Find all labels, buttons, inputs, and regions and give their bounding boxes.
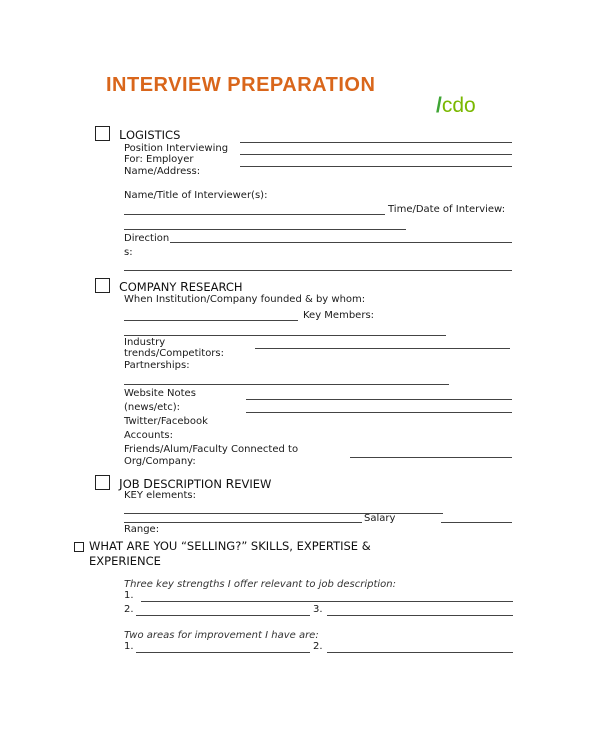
friends-line[interactable] bbox=[350, 457, 512, 458]
strength-line-1[interactable] bbox=[141, 601, 513, 602]
strength-number-1: 1. bbox=[124, 590, 134, 601]
key-elements-label: KEY elements: bbox=[124, 490, 196, 501]
trends-label: trends/Competitors: bbox=[124, 348, 224, 359]
selling-heading-line1: WHAT ARE YOU “SELLING?” SKILLS, EXPERTISE & bbox=[89, 539, 371, 553]
strengths-prompt: Three key strengths I offer relevant to job description: bbox=[124, 579, 397, 590]
salary-line[interactable] bbox=[441, 522, 512, 523]
company-heading: COMPANY RESEARCH bbox=[119, 279, 243, 294]
direction-label: Direction bbox=[124, 233, 170, 244]
position-line[interactable] bbox=[240, 142, 512, 143]
website-label: Website Notes bbox=[124, 388, 196, 399]
time-date-line[interactable] bbox=[124, 229, 406, 230]
founded-label: When Institution/Company founded & by whom: bbox=[124, 294, 366, 305]
friends-label: Friends/Alum/Faculty Connected to bbox=[124, 444, 299, 455]
news-line[interactable] bbox=[246, 412, 512, 413]
website-line[interactable] bbox=[246, 399, 512, 400]
direction-label-s: s: bbox=[124, 247, 133, 258]
logistics-heading: LOGISTICS bbox=[119, 127, 181, 142]
address-line[interactable] bbox=[240, 166, 512, 167]
position-label: Position Interviewing bbox=[124, 143, 229, 154]
key-members-label: Key Members: bbox=[303, 310, 375, 321]
improve-number-1: 1. bbox=[124, 641, 134, 652]
strength-number-2: 2. bbox=[124, 604, 134, 615]
twitter-label: Twitter/Facebook bbox=[124, 416, 208, 427]
employer-label: For: Employer bbox=[124, 154, 194, 165]
partnerships-line[interactable] bbox=[124, 384, 449, 385]
direction-line-1[interactable] bbox=[170, 242, 512, 243]
interviewer-label: Name/Title of Interviewer(s): bbox=[124, 190, 268, 201]
time-date-label: Time/Date of Interview: bbox=[388, 204, 506, 215]
address-label: Name/Address: bbox=[124, 166, 201, 177]
org-label: Org/Company: bbox=[124, 456, 196, 467]
improve-prompt: Two areas for improvement I have are: bbox=[124, 630, 319, 641]
news-label: (news/etc): bbox=[124, 402, 180, 413]
page-title: INTERVIEW PREPARATION bbox=[106, 74, 376, 96]
selling-checkbox[interactable] bbox=[74, 542, 84, 552]
job-checkbox[interactable] bbox=[95, 475, 110, 490]
job-heading: JOB DESCRIPTION REVIEW bbox=[119, 476, 272, 491]
employer-line[interactable] bbox=[240, 154, 512, 155]
trends-line[interactable] bbox=[255, 348, 510, 349]
direction-line-2[interactable] bbox=[124, 270, 512, 271]
strength-number-3: 3. bbox=[313, 604, 323, 615]
key-members-line[interactable] bbox=[124, 335, 446, 336]
selling-heading-line2: EXPERIENCE bbox=[89, 554, 161, 568]
logistics-checkbox[interactable] bbox=[95, 126, 110, 141]
founded-line[interactable] bbox=[124, 320, 298, 321]
improve-number-2: 2. bbox=[313, 641, 323, 652]
salary-label: Salary bbox=[364, 513, 396, 524]
logo-slash: / bbox=[436, 94, 442, 117]
cdo-logo bbox=[436, 94, 476, 118]
company-checkbox[interactable] bbox=[95, 278, 110, 293]
range-label: Range: bbox=[124, 524, 160, 535]
key-elements-line-2[interactable] bbox=[124, 522, 362, 523]
industry-label: Industry bbox=[124, 337, 166, 348]
logo-text: cdo bbox=[441, 94, 476, 117]
improve-line-2[interactable] bbox=[327, 652, 513, 653]
accounts-label: Accounts: bbox=[124, 430, 173, 441]
strength-line-2[interactable] bbox=[136, 615, 310, 616]
interviewer-line[interactable] bbox=[124, 214, 385, 215]
strength-line-3[interactable] bbox=[327, 615, 513, 616]
improve-line-1[interactable] bbox=[136, 652, 310, 653]
partnerships-label: Partnerships: bbox=[124, 360, 190, 371]
